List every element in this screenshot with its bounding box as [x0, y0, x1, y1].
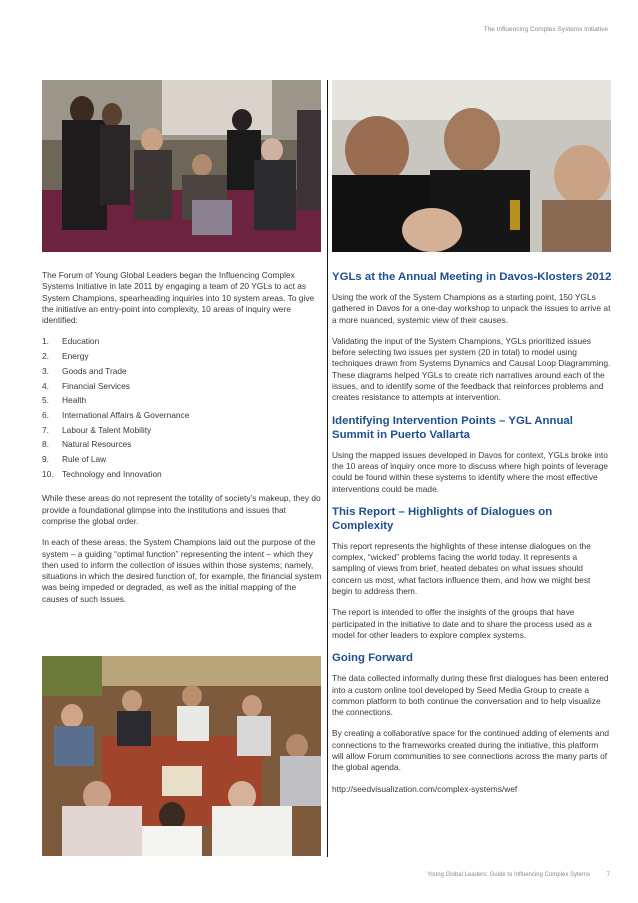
right-column: [332, 270, 612, 805]
photo-group-discussion: [42, 80, 321, 252]
list-item: 7. Labour & Talent Mobility: [42, 424, 152, 435]
list-item: 2. Energy: [42, 351, 89, 362]
section-heading-going-forward: Going Forward: [332, 652, 413, 665]
body-paragraph: In each of these areas, the System Champions laid out the purpose of the system – a guiding “optimal function” representing the intent – which they then used to inform the collection of issues within those systems; namely, situations in which the desired function of, for example, the financial system was being impeded or degraded, as well as the initial mapping of the causes of such issues.: [42, 537, 322, 604]
section-heading-this-report: This Report – Highlights of Dialogues on Complexity: [332, 505, 553, 532]
body-paragraph: By creating a collaborative space for the continued adding of elements and connections to the frameworks created during the initiative, this platform will allow Forum communities to see connections across the many parts of the global agenda.: [332, 728, 610, 773]
body-paragraph: This report represents the highlights of these intense dialogues on the complex, “wicked” problems facing the world today. It represents a sampling of views from brief, heated debates on what issues should concern us most, what factors influence them, and how we might best begin to address them.: [332, 540, 591, 597]
left-column: [42, 270, 322, 615]
areas-of-inquiry-list: [42, 336, 322, 483]
body-paragraph: The report is intended to offer the insights of the groups that have participated in the initiative to date and to share the process used as a model for other leaders to explore complex systems.: [332, 607, 592, 640]
intro-paragraph: The Forum of Young Global Leaders began the Influencing Complex Systems Initiative in late 2011 by engaging a team of 20 YGLs to act as System Champions, spearheading inquiries into 10 system areas. To give the initiative an entry-point into complexity, 10 areas of inquiry were identified:: [42, 270, 315, 326]
body-paragraph: Using the mapped issues developed in Davos for context, YGLs broke into the 10 areas of inquiry once more to discuss where high points of leverage could be found within these systems to identify where the most effective interventions could be made.: [332, 449, 609, 494]
section-heading-intervention-points: Identifying Intervention Points – YGL Annual Summit in Puerto Vallarta: [332, 414, 573, 441]
photo-circle-workshop: [42, 656, 321, 856]
list-item: 9. Rule of Law: [42, 453, 107, 464]
list-item: 6. International Affairs & Governance: [42, 409, 190, 420]
body-paragraph: Validating the input of the System Champions, YGLs prioritized issues before selecting two issues per system (20 in total) to model using techniques drawn from Systems Dynamics and Causal Loop Diagramming. These diagrams helped YGLs to create rich narratives around each of the issues, and to identify some of the feedback that reinforces problems and creates resistance to attempts at intervention.: [332, 335, 611, 403]
column-divider: [327, 80, 328, 857]
list-item: 3. Goods and Trade: [42, 365, 127, 376]
body-paragraph: While these areas do not represent the totality of society’s makeup, they do provide a foundational glimpse into the institutions and issues that comprise the global order.: [42, 493, 321, 526]
list-item: 4. Financial Services: [42, 380, 130, 391]
running-header: The Influencing Complex Systems Initiative: [483, 26, 608, 33]
section-heading-davos: YGLs at the Annual Meeting in Davos-Klosters 2012: [332, 271, 612, 283]
page-number: 7: [606, 872, 610, 878]
seed-visualization-link[interactable]: http://seedvisualization.com/complex-systems/wef: [332, 783, 518, 794]
body-paragraph: Using the work of the System Champions as a starting point, 150 YGLs gathered in Davos for a one-day workshop to unpack the issues to arrive at a more nuanced, systemic view of their causes.: [332, 292, 611, 325]
body-paragraph: The data collected informally during these first dialogues has been entered into a custom online tool developed by Seed Media Group to create a common platform to both continue the conversation and to help visualize the connections.: [332, 673, 609, 718]
list-item: 10. Technology and Innovation: [42, 468, 162, 479]
list-item: 8. Natural Resources: [42, 439, 132, 450]
photo-participants-closeup: [332, 80, 611, 252]
list-item: 1. Education: [42, 336, 100, 347]
footer-title: Young Global Leaders: Guide to Influencing Complex Sytems: [427, 872, 590, 878]
list-item: 5. Health: [42, 395, 87, 406]
